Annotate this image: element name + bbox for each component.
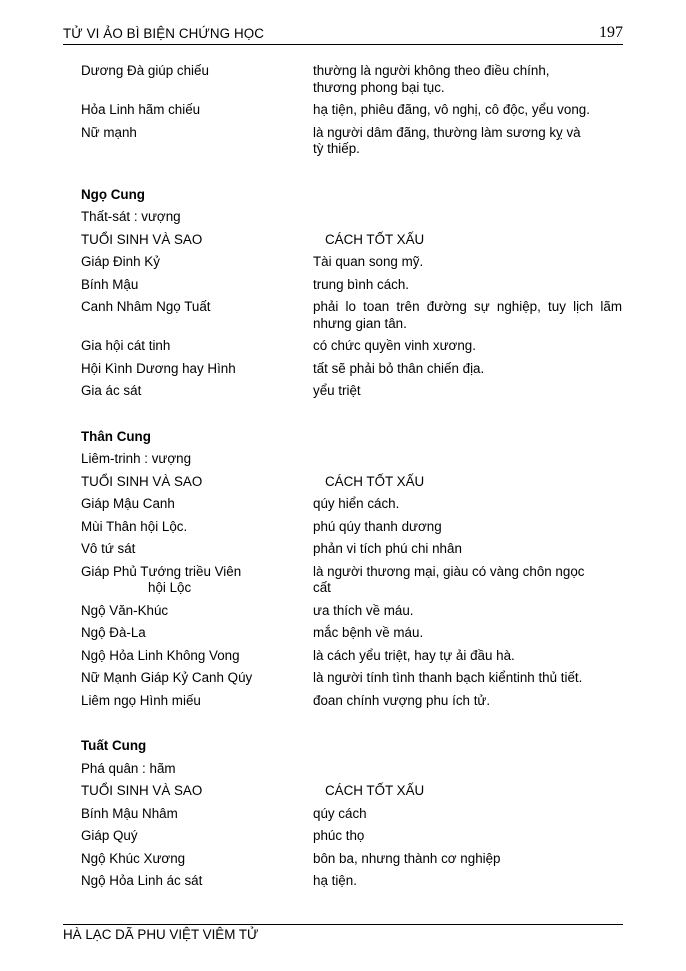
table-row bbox=[81, 496, 622, 513]
table-row bbox=[81, 361, 622, 378]
column-header-right: CÁCH TỐT XẤU bbox=[325, 231, 425, 247]
row-left: Mùi Thân hội Lộc. bbox=[81, 518, 188, 534]
book-title: TỬ VI ẢO BÌ BIỆN CHỨNG HỌC bbox=[63, 26, 265, 41]
row-right: hạ tiện, phiêu đãng, vô nghị, cô độc, yểu vong. bbox=[313, 102, 590, 117]
footer-rule bbox=[63, 924, 623, 925]
row-left: Bính Mậu bbox=[81, 276, 139, 292]
column-header-right: CÁCH TỐT XẤU bbox=[325, 783, 425, 798]
section-star: Liêm-trinh : vượng bbox=[81, 451, 192, 466]
row-right-line: tỳ thiếp. bbox=[313, 141, 360, 156]
row-left: Gia ác sát bbox=[81, 383, 142, 398]
column-header-left: TUỔI SINH VÀ SAO bbox=[81, 473, 203, 489]
table-row bbox=[81, 125, 622, 158]
column-header-right: CÁCH TỐT XẤU bbox=[325, 473, 425, 489]
section-star: Phá quân : hãm bbox=[81, 760, 176, 776]
row-right: là cách yểu triệt, hay tự ải đầu hà. bbox=[313, 647, 515, 663]
table-row bbox=[81, 277, 622, 294]
table-row bbox=[81, 670, 622, 687]
table-row bbox=[81, 806, 622, 823]
table-row bbox=[81, 63, 622, 96]
row-left: Giáp Đinh Kỷ bbox=[81, 254, 160, 269]
row-right: phản vi tích phú chi nhân bbox=[313, 541, 462, 556]
section-heading: Ngọ Cung bbox=[81, 186, 145, 202]
row-right: phú qúy thanh dương bbox=[313, 518, 442, 534]
row-right: ưa thích về máu. bbox=[313, 602, 414, 618]
table-row bbox=[81, 541, 622, 558]
row-left: Ngộ Hỏa Linh ác sát bbox=[81, 873, 203, 888]
row-left: Hỏa Linh hãm chiếu bbox=[81, 102, 201, 117]
page-content bbox=[81, 63, 622, 896]
row-right-line: thương phong bại tục. bbox=[313, 79, 445, 95]
table-row bbox=[81, 102, 622, 119]
row-right: tất sẽ phải bỏ thân chiến địa. bbox=[313, 360, 485, 376]
section-star: Thất-sát : vượng bbox=[81, 209, 181, 224]
column-header-row bbox=[81, 232, 622, 249]
header-rule bbox=[63, 44, 623, 45]
column-header-left: TUỔI SINH VÀ SAO bbox=[81, 231, 203, 247]
row-right bbox=[313, 63, 622, 96]
table-row bbox=[81, 693, 622, 710]
page-footer: HÀ LẠC DÃ PHU VIỆT VIÊM TỬ bbox=[63, 927, 259, 942]
table-row bbox=[81, 851, 622, 868]
section-heading: Thân Cung bbox=[81, 428, 151, 444]
table-row bbox=[81, 873, 622, 890]
row-left: Ngộ Khúc Xương bbox=[81, 850, 186, 866]
table-row bbox=[81, 254, 622, 271]
row-right: trung bình cách. bbox=[313, 276, 410, 292]
section-gap bbox=[81, 715, 622, 738]
row-right: có chức quyền vinh xương. bbox=[313, 338, 476, 353]
row-left: Bính Mậu Nhâm bbox=[81, 805, 178, 821]
row-right: là người tính tình thanh bạch kiểntinh thủ tiết. bbox=[313, 670, 583, 685]
row-left-line: Giáp Phủ Tướng triều Viên bbox=[81, 563, 242, 579]
row-right: qúy hiển cách. bbox=[313, 496, 400, 511]
row-right bbox=[313, 564, 622, 597]
section-gap bbox=[81, 406, 622, 429]
row-right: yểu triệt bbox=[313, 383, 361, 398]
table-row bbox=[81, 299, 622, 332]
row-right bbox=[313, 125, 622, 158]
table-row bbox=[81, 603, 622, 620]
row-right: đoan chính vượng phu ích tử. bbox=[313, 692, 491, 708]
row-right-line: thường là người không theo điều chính, bbox=[313, 63, 550, 78]
row-right-line: cất bbox=[313, 580, 331, 595]
section-heading: Tuất Cung bbox=[81, 738, 147, 753]
row-left: Ngộ Văn-Khúc bbox=[81, 602, 169, 618]
row-left: Dương Đà giúp chiếu bbox=[81, 63, 209, 78]
row-left: Hội Kình Dương hay Hình bbox=[81, 360, 236, 376]
row-left: Nữ mạnh bbox=[81, 124, 137, 140]
row-right-line: là người thương mại, giàu có vàng chôn ngọc bbox=[313, 563, 585, 579]
row-left: Nữ Mạnh Giáp Kỷ Canh Qúy bbox=[81, 670, 253, 685]
row-left: Gia hội cát tinh bbox=[81, 338, 171, 353]
row-right: hạ tiện. bbox=[313, 873, 357, 888]
section-gap bbox=[81, 164, 622, 187]
row-left: Vô tứ sát bbox=[81, 541, 136, 556]
table-row bbox=[81, 338, 622, 355]
row-right: phúc thọ bbox=[313, 828, 365, 843]
row-left: Giáp Mậu Canh bbox=[81, 496, 175, 511]
table-row bbox=[81, 648, 622, 665]
row-left: Canh Nhâm Ngọ Tuất bbox=[81, 299, 211, 314]
table-row bbox=[81, 828, 622, 845]
row-left: Giáp Quý bbox=[81, 828, 138, 843]
table-row bbox=[81, 564, 622, 597]
column-header-left: TUỔI SINH VÀ SAO bbox=[81, 783, 203, 798]
row-right: bôn ba, nhưng thành cơ nghiệp bbox=[313, 850, 501, 866]
table-row bbox=[81, 519, 622, 536]
row-right: Tài quan song mỹ. bbox=[313, 254, 424, 269]
row-right: qúy cách bbox=[313, 805, 367, 821]
row-right-line: là người dâm đãng, thường làm sương kỵ và bbox=[313, 124, 581, 140]
column-header-row bbox=[81, 474, 622, 491]
row-left-line: hội Lộc bbox=[148, 580, 192, 595]
page-number: 197 bbox=[599, 24, 623, 41]
row-right: mắc bệnh về máu. bbox=[313, 625, 424, 640]
column-header-row bbox=[81, 783, 622, 800]
table-row bbox=[81, 625, 622, 642]
table-row bbox=[81, 383, 622, 400]
row-left bbox=[81, 564, 313, 597]
row-left: Ngộ Hỏa Linh Không Vong bbox=[81, 647, 240, 663]
row-left: Liêm ngọ Hình miếu bbox=[81, 692, 201, 708]
row-left: Ngộ Đà-La bbox=[81, 625, 146, 640]
page-header bbox=[63, 24, 623, 44]
row-right: phải lo toan trên đường sự nghiệp, tuy lịch lãm nhưng gian tân. bbox=[313, 299, 622, 331]
